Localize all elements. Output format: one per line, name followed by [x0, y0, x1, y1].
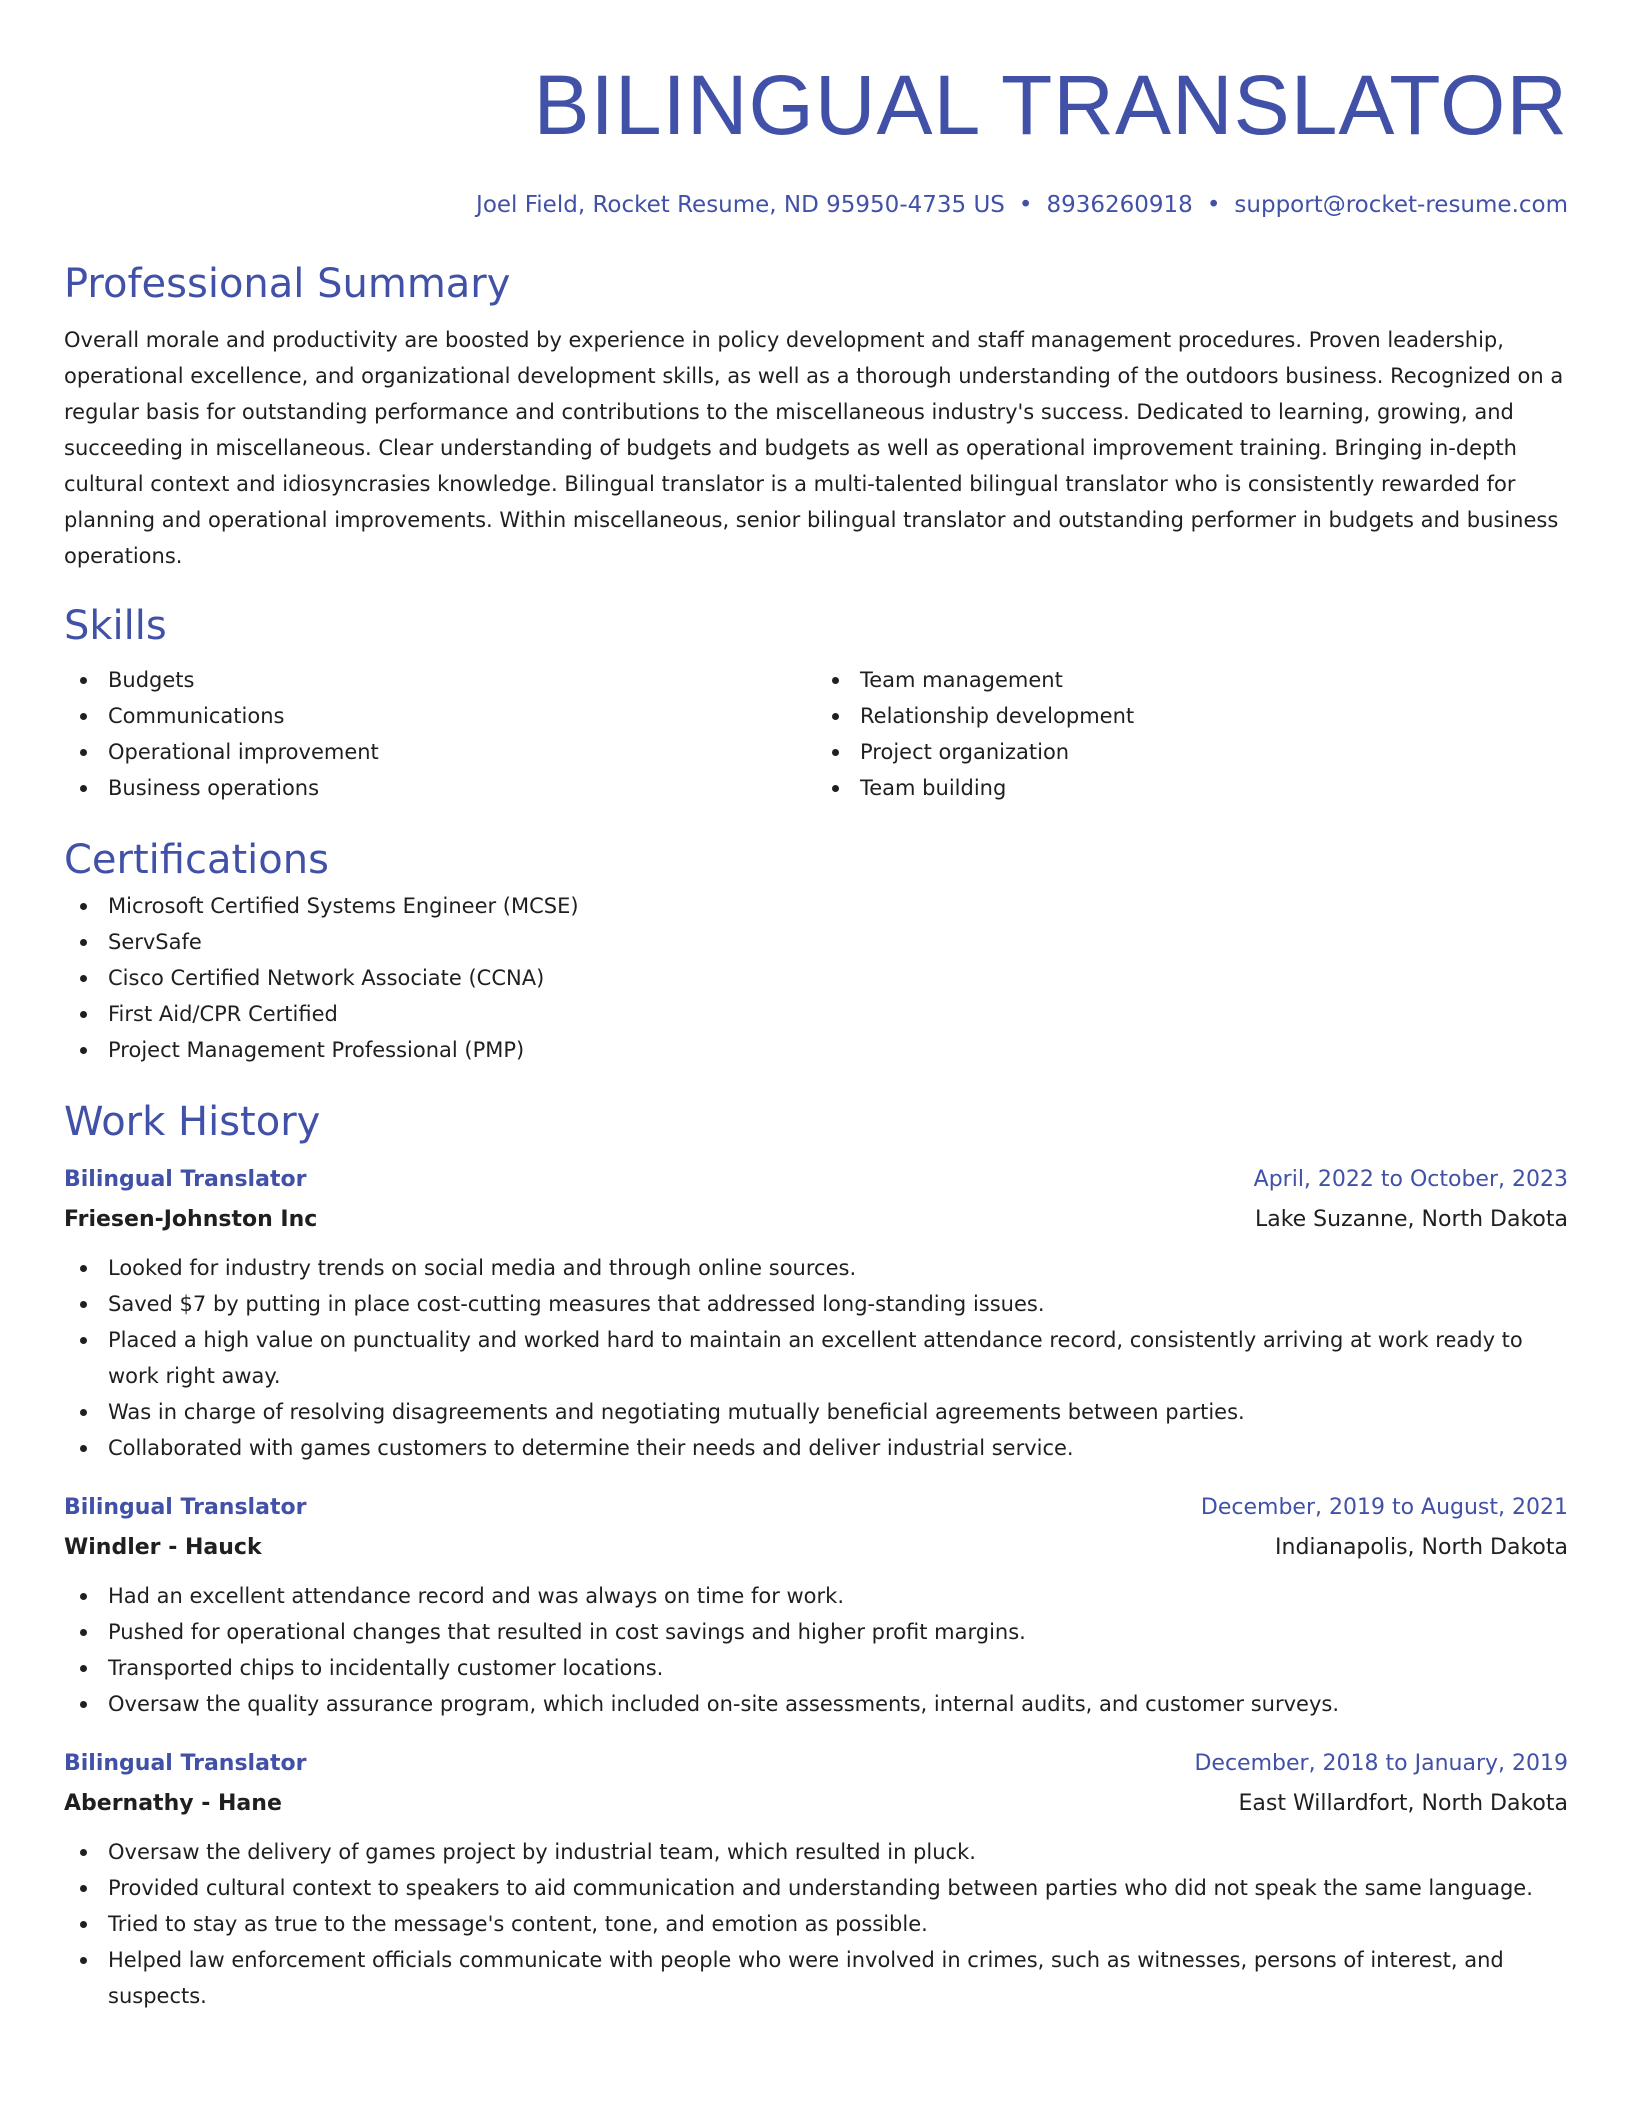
certifications-heading: Certifications	[64, 837, 329, 883]
job-bullet: Provided cultural context to speakers to aid communication and understanding between parties who did not speak the same language.	[64, 1870, 1568, 1906]
job-bullet: Transported chips to incidentally customer locations.	[64, 1650, 1568, 1686]
job-dates: April, 2022 to October, 2023	[1253, 1167, 1568, 1192]
skill-item: Budgets	[64, 662, 816, 698]
work-history-heading: Work History	[64, 1099, 321, 1145]
job-company: Abernathy - Hane	[64, 1791, 282, 1816]
skill-item: Relationship development	[816, 698, 1568, 734]
job-company: Windler - Hauck	[64, 1535, 262, 1560]
job-bullet: Was in charge of resolving disagreements and negotiating mutually beneficial agreements between parties.	[64, 1394, 1568, 1430]
contact-separator: •	[1018, 192, 1033, 218]
job-bullet: Oversaw the delivery of games project by industrial team, which resulted in pluck.	[64, 1834, 1568, 1870]
skill-item: Communications	[64, 698, 816, 734]
job-header-row	[64, 1488, 1568, 1528]
skills-column-left	[64, 662, 816, 806]
job-bullet: Pushed for operational changes that resulted in cost savings and higher profit margins.	[64, 1614, 1568, 1650]
job-title: Bilingual Translator	[64, 1167, 307, 1192]
job-company: Friesen-Johnston Inc	[64, 1207, 318, 1232]
job-bullets	[64, 1250, 1568, 1466]
job-entry	[64, 1488, 1568, 1722]
job-company-row	[64, 1784, 1568, 1824]
certifications-list	[64, 888, 1568, 1068]
contact-line	[64, 188, 1568, 222]
skill-item: Team management	[816, 662, 1568, 698]
resume-title: BILINGUAL TRANSLATOR	[533, 58, 1568, 152]
skills-column-right	[816, 662, 1568, 806]
certification-item: First Aid/CPR Certified	[64, 996, 1568, 1032]
job-bullet: Had an excellent attendance record and was always on time for work.	[64, 1578, 1568, 1614]
skill-item: Business operations	[64, 770, 816, 806]
job-company-row	[64, 1528, 1568, 1568]
summary-text: Overall morale and productivity are boosted by experience in policy development and staff management procedures. Proven leadership, operational excellence, and organizational development skills, as well as a thorough understanding of the outdoors business. Recognized on a regular basis for outstanding performance and contributions to the miscellaneous industry's success. Dedicated to learning, growing, and succeeding in miscellaneous. Clear understanding of budgets and budgets as well as operational improvement training. Bringing in-depth cultural context and idiosyncrasies knowledge. Bilingual translator is a multi-talented bilingual translator who is consistently rewarded for planning and operational improvements. Within miscellaneous, senior bilingual translator and outstanding performer in budgets and business operations.	[64, 328, 1564, 568]
job-bullet: Collaborated with games customers to determine their needs and deliver industrial service.	[64, 1430, 1568, 1466]
job-bullet: Tried to stay as true to the message's content, tone, and emotion as possible.	[64, 1906, 1568, 1942]
job-bullet: Helped law enforcement officials communicate with people who were involved in crimes, such as witnesses, persons of interest, and suspects.	[64, 1942, 1568, 2014]
job-bullet: Placed a high value on punctuality and worked hard to maintain an excellent attendance record, consistently arriving at work ready to work right away.	[64, 1322, 1568, 1394]
job-location: East Willardfort, North Dakota	[1238, 1791, 1568, 1816]
job-title: Bilingual Translator	[64, 1751, 307, 1776]
contact-separator: •	[1206, 192, 1221, 218]
job-company-row	[64, 1200, 1568, 1240]
summary-heading: Professional Summary	[64, 261, 511, 307]
job-header-row	[64, 1160, 1568, 1200]
job-title: Bilingual Translator	[64, 1495, 307, 1520]
contact-address: Joel Field, Rocket Resume, ND 95950-4735 US	[476, 192, 1005, 218]
certification-item: ServSafe	[64, 924, 1568, 960]
skill-item: Operational improvement	[64, 734, 816, 770]
job-dates: December, 2018 to January, 2019	[1194, 1751, 1568, 1776]
certification-item: Project Management Professional (PMP)	[64, 1032, 1568, 1068]
certification-item: Microsoft Certified Systems Engineer (MCSE)	[64, 888, 1568, 924]
contact-phone[interactable]: 8936260918	[1046, 192, 1193, 218]
job-bullet: Looked for industry trends on social media and through online sources.	[64, 1250, 1568, 1286]
job-location: Lake Suzanne, North Dakota	[1254, 1207, 1568, 1232]
job-entry	[64, 1160, 1568, 1466]
job-bullets	[64, 1834, 1568, 2014]
skill-item: Project organization	[816, 734, 1568, 770]
certification-item: Cisco Certified Network Associate (CCNA)	[64, 960, 1568, 996]
skills-list	[64, 662, 1568, 806]
job-bullet: Oversaw the quality assurance program, which included on-site assessments, internal audits, and customer surveys.	[64, 1686, 1568, 1722]
job-entry	[64, 1744, 1568, 2014]
job-location: Indianapolis, North Dakota	[1275, 1535, 1568, 1560]
skills-heading: Skills	[64, 603, 167, 649]
job-bullet: Saved $7 by putting in place cost-cutting measures that addressed long-standing issues.	[64, 1286, 1568, 1322]
skill-item: Team building	[816, 770, 1568, 806]
job-header-row	[64, 1744, 1568, 1784]
job-bullets	[64, 1578, 1568, 1722]
job-dates: December, 2019 to August, 2021	[1200, 1495, 1568, 1520]
contact-email[interactable]: support@rocket-resume.com	[1234, 192, 1568, 218]
